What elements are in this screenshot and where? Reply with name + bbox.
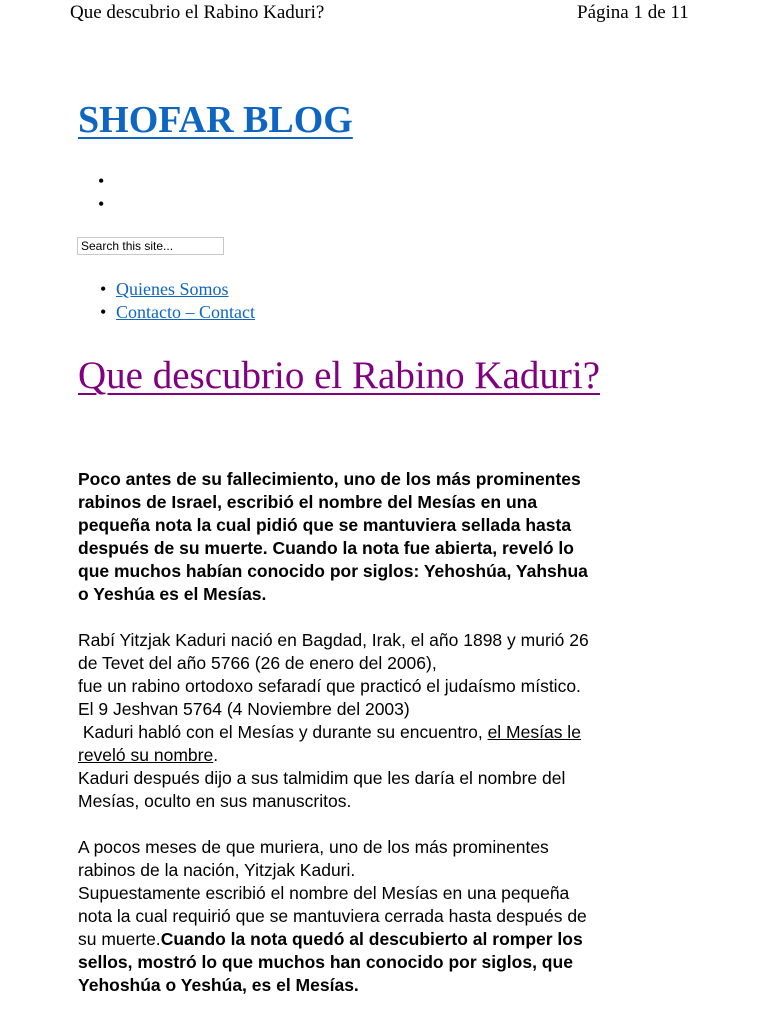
intro-paragraph [78,468,738,606]
text-line: Supuestamente escribió el nombre del Mesías en una pequeña [78,883,570,903]
text-line-bold: Yehoshúa o Yeshúa, es el Mesías. [78,975,359,995]
print-header [0,0,768,32]
nav-item-quienes-somos [100,278,255,301]
text-line: Poco antes de su fallecimiento, uno de los más prominentes [78,469,581,489]
nav-link-contacto[interactable]: Contacto – Contact [116,302,255,322]
text-line: A pocos meses de que muriera, uno de los más prominentes [78,837,549,857]
search-input[interactable] [77,237,224,255]
messiah-revealed-link[interactable]: el Mesías le [487,722,581,742]
text-line: pequeña nota la cual pidió que se mantuviera sellada hasta [78,515,572,535]
text-line: nota la cual requirió que se mantuviera cerrada hasta después de [78,906,587,926]
empty-menu-list [80,170,102,216]
text-line: que muchos habían conocido por siglos: Yehoshúa, Yahshua [78,561,588,581]
text-line: Kaduri habló con el Mesías y durante su encuentro, [78,722,488,742]
text-line-bold: Cuando la nota quedó al descubierto al romper los [160,929,583,949]
empty-menu-item [80,170,102,193]
nav-link-quienes-somos[interactable]: Quienes Somos [116,279,229,299]
text-line: después de su muerte. Cuando la nota fue abierta, reveló lo [78,538,574,558]
biography-paragraph [78,629,738,813]
text-line-bold: sellos, mostró lo que muchos han conocido por siglos, que [78,952,573,972]
print-header-title: Que descubrio el Rabino Kaduri? [70,2,325,23]
messiah-revealed-link-cont[interactable]: reveló su nombre [78,745,214,765]
text-line: de Tevet del año 5766 (26 de enero del 2006), [78,653,437,673]
print-page-number: Página 1 de 11 [577,2,689,23]
nav-links [100,278,255,324]
text-line: El 9 Jeshvan 5764 (4 Noviembre del 2003) [78,699,410,719]
blog-title-link[interactable]: SHOFAR BLOG [78,99,353,141]
empty-menu-item [80,193,102,216]
text-line: su muerte. [78,929,161,949]
text-line: fue un rabino ortodoxo sefaradí que practicó el judaísmo místico. [78,676,581,696]
post-content [78,468,738,997]
nav-item-contacto [100,301,255,324]
note-paragraph [78,836,738,997]
post-title-link[interactable]: Que descubrio el Rabino Kaduri? [78,354,601,397]
text-line: Kaduri después dijo a sus talmidim que les daría el nombre del [78,768,566,788]
text-line: . [213,745,219,765]
text-line: Mesías, oculto en sus manuscritos. [78,791,352,811]
text-line: rabinos de la nación, Yitzjak Kaduri. [78,860,356,880]
text-line: Rabí Yitzjak Kaduri nació en Bagdad, Irak, el año 1898 y murió 26 [78,630,589,650]
text-line: o Yeshúa es el Mesías. [78,584,267,604]
text-line: rabinos de Israel, escribió el nombre del Mesías en una [78,492,538,512]
